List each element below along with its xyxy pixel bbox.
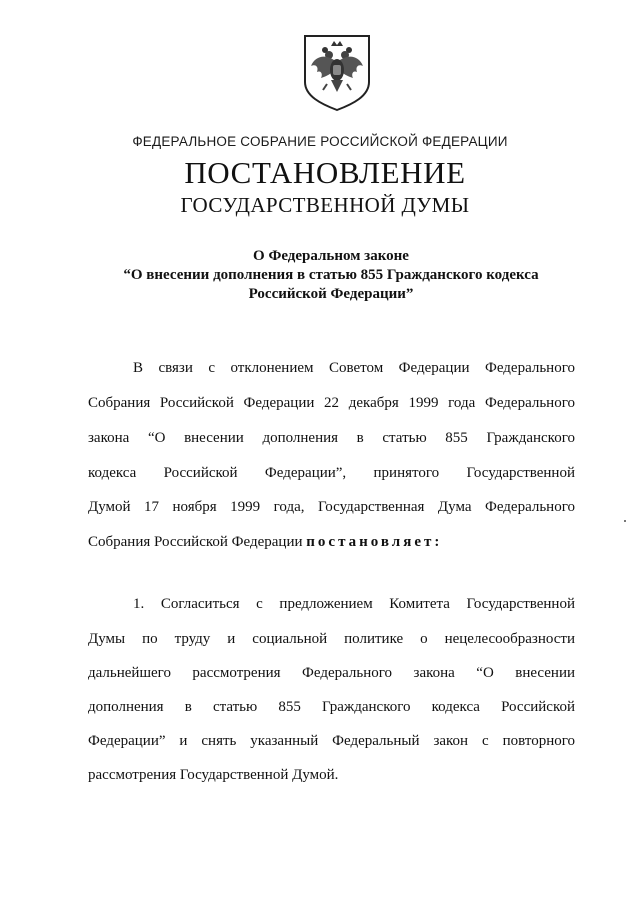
title-line-1: О Федеральном законе bbox=[253, 248, 409, 264]
resolves-word: постановляет: bbox=[306, 534, 443, 550]
preamble-line: закона “О внесении дополнения в статью 855 Гражданского bbox=[88, 430, 575, 446]
preamble-last-line-text: Собрания Российской Федерации bbox=[88, 534, 303, 550]
resolution-title bbox=[0, 247, 640, 304]
point1-line: рассмотрения Государственной Думой. bbox=[88, 767, 339, 783]
scan-speck bbox=[624, 520, 626, 522]
preamble-line: Думой 17 ноября 1999 года, Государственная Дума Федерального bbox=[88, 499, 575, 515]
point1-line: дальнейшего рассмотрения Федерального закона “О внесении bbox=[88, 665, 575, 681]
title-line-3: Российской Федерации” bbox=[248, 286, 414, 302]
preamble-line: кодекса Российской Федерации”, принятого Государственной bbox=[88, 465, 575, 481]
document-issuer: ГОСУДАРСТВЕННОЙ ДУМЫ bbox=[180, 193, 470, 217]
title-line-2: “О внесении дополнения в статью 855 Гражданского кодекса bbox=[123, 267, 539, 283]
point1-line: Федерации” и снять указанный Федеральный закон с повторного bbox=[88, 733, 575, 749]
point1-line: дополнения в статью 855 Гражданского кодекса Российской bbox=[88, 699, 575, 715]
parliament-name: ФЕДЕРАЛЬНОЕ СОБРАНИЕ РОССИЙСКОЙ ФЕДЕРАЦИИ bbox=[132, 134, 508, 149]
preamble-line: В связи с отклонением Советом Федерации Федерального bbox=[133, 360, 575, 376]
preamble-final-line bbox=[88, 533, 575, 551]
preamble-line: Собрания Российской Федерации 22 декабря 1999 года Федерального bbox=[88, 395, 575, 411]
point1-line: Думы по труду и социальной политике о нецелесообразности bbox=[88, 631, 575, 647]
coat-of-arms-emblem-icon bbox=[301, 32, 373, 112]
document-type-heading: ПОСТАНОВЛЕНИЕ bbox=[184, 155, 466, 190]
point1-line: 1. Согласиться с предложением Комитета Государственной bbox=[133, 596, 575, 612]
